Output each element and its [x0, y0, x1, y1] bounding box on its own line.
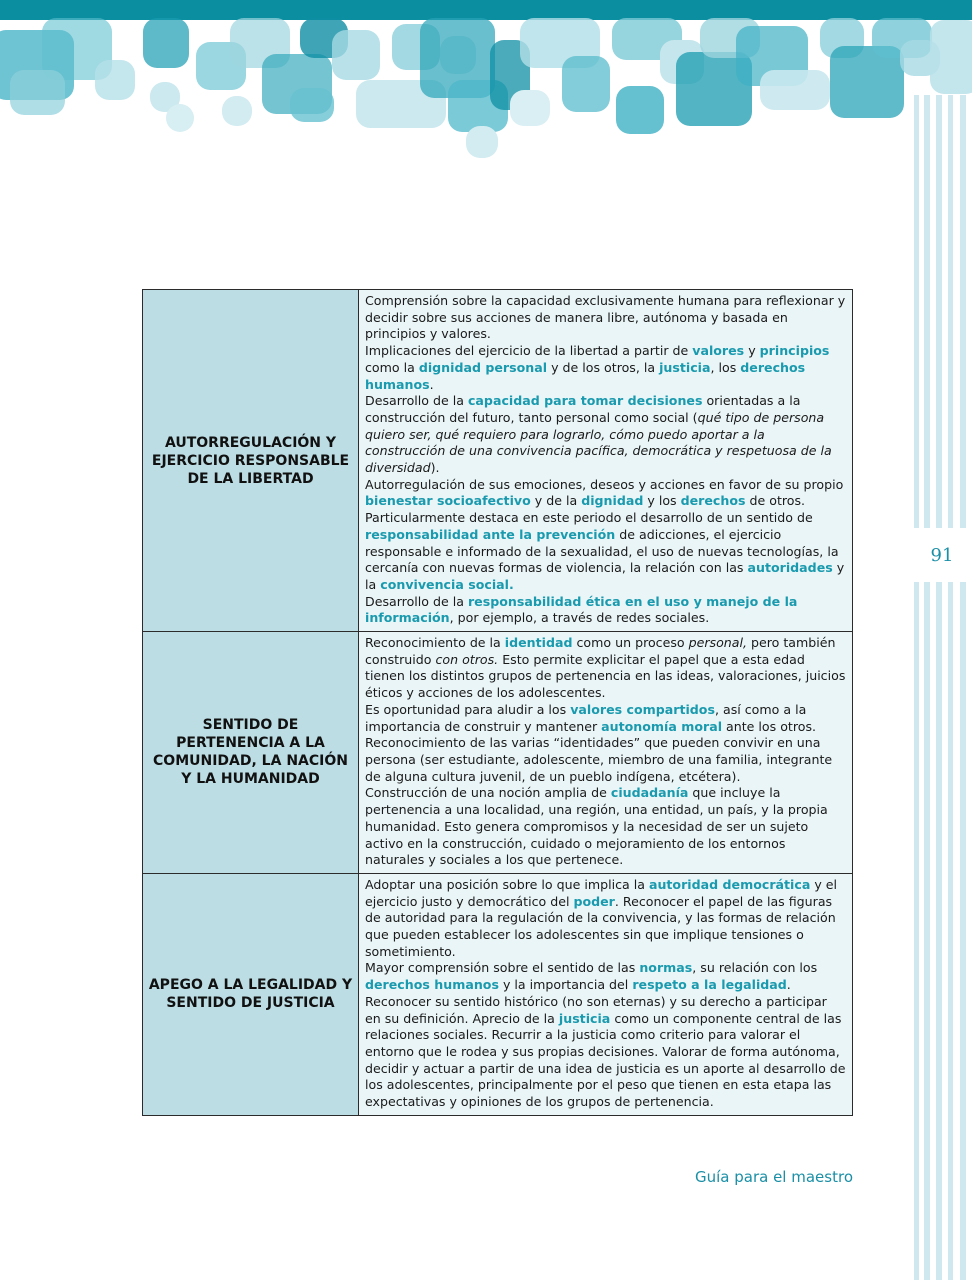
paragraph	[365, 735, 846, 785]
row-heading: AUTORREGULACIÓN Y EJERCICIO RESPONSABLE DE LA LIBERTAD	[143, 290, 359, 632]
header-bar	[0, 0, 972, 20]
text-run: Es oportunidad para aludir a los	[365, 701, 571, 717]
highlight-term: justicia	[659, 359, 711, 375]
highlight-term: responsabilidad ante la prevención	[365, 526, 616, 542]
text-run: Desarrollo de la	[365, 393, 468, 409]
text-run: , los	[710, 359, 741, 375]
text-run: Reconocimiento de la	[365, 635, 505, 651]
text-run: que incluye la pertenencia a una localidad, una región, una entidad, un país, y la propia humanidad. Esto genera compromisos y la necesidad de ser un sujeto activo en la construcción, cuidado o mejoramiento de los entornos naturales y sociales a los que pertenece.	[365, 785, 828, 868]
text-run: Reconocimiento de las varias “identidades” que pueden convivir en una persona (ser estudiante, adolescente, miembro de una familia, integrante de alguna cultura juvenil, de un pueblo indígena, etcétera).	[365, 735, 833, 784]
text-run: ).	[430, 460, 440, 476]
text-run: como un componente central de las relaciones sociales. Recurrir a la justicia como criterio para valorar el entorno que le rodea y sus propias decisiones. Valorar de forma autónoma, decidir y actuar a partir de una idea de justicia es un aporte al desarrollo de los adolescentes, principalmente por el peso que tienen en esta etapa las expectativas y opiniones de los grupos de pertenencia.	[365, 1010, 846, 1110]
text-run: como un proceso	[572, 635, 689, 651]
text-run: Autorregulación de sus emociones, deseos y acciones en favor de su propio	[365, 476, 844, 492]
highlight-term: dignidad	[581, 493, 644, 509]
highlight-term: justicia	[558, 1010, 611, 1026]
text-run: , su relación con los	[692, 960, 818, 976]
text-run: y el ejercicio justo y democrático del	[365, 876, 838, 909]
text-run: . Reconocer su sentido histórico (no son eternas) y su derecho a participar en su definición. Aprecio de la	[365, 977, 827, 1026]
text-run: .	[429, 376, 434, 392]
highlight-term: responsabilidad ética en el uso y manejo de la información	[365, 593, 798, 626]
row-content	[359, 632, 853, 874]
highlight-term: autonomía moral	[601, 718, 723, 734]
highlight-term: derechos	[680, 493, 746, 509]
row-content	[359, 873, 853, 1115]
highlight-term: identidad	[504, 635, 573, 651]
paragraph	[365, 785, 846, 869]
text-run: Desarrollo de la	[365, 593, 468, 609]
paragraph	[365, 702, 846, 735]
highlight-term: respeto a la legalidad	[632, 977, 787, 993]
highlight-term: autoridades	[747, 560, 833, 576]
text-run: de otros. Particularmente destaca en este periodo el desarrollo de un sentido de	[365, 493, 813, 526]
highlight-term: capacidad para tomar decisiones	[467, 393, 703, 409]
highlight-term: poder	[573, 893, 615, 909]
highlight-term: ciudadanía	[610, 785, 689, 801]
paragraph	[365, 877, 846, 961]
row-content	[359, 290, 853, 632]
highlight-term: valores compartidos	[570, 701, 715, 717]
text-run: y de la	[530, 493, 582, 509]
text-run: Adoptar una posición sobre lo que implica la	[365, 876, 649, 892]
text-run: de adicciones, el ejercicio responsable e informado de la sexualidad, el uso de nuevas tecnologías, la cercanía con nuevas formas de violencia, la relación con las	[365, 526, 839, 576]
row-heading: SENTIDO DE PERTENENCIA A LA COMUNIDAD, LA NACIÓN Y LA HUMANIDAD	[143, 632, 359, 874]
text-run: y la importancia del	[498, 977, 633, 993]
paragraph	[365, 635, 846, 702]
highlight-term: convivencia social.	[380, 576, 514, 592]
highlight-term: normas	[639, 960, 693, 976]
paragraph	[365, 960, 846, 1110]
italic-text: qué tipo de persona quiero ser, qué requiero para lograrlo, cómo puedo aportar a la construcción de una convivencia pacífica, democrática y respetuosa de la diversidad	[365, 409, 832, 476]
text-run: Esto permite explicitar el papel que a esta edad tienen los distintos grupos de pertenencia en las ideas, valoraciones, juicios éticos y acciones de los adolescentes.	[365, 651, 846, 701]
text-run: y los	[643, 493, 681, 509]
paragraph	[365, 393, 846, 477]
text-run: . Reconocer el papel de las figuras de autoridad para la regulación de la convivencia, y las formas de relación que pueden establecer los adolescentes sin que implique tensiones o sometimiento.	[365, 893, 836, 959]
text-run: orientadas a la construcción del futuro, tanto personal como social (	[365, 393, 801, 425]
table-row	[143, 290, 853, 632]
paragraph	[365, 477, 846, 594]
highlight-term: bienestar socioafectivo	[365, 493, 531, 509]
footer-title: Guía para el maestro	[694, 1168, 853, 1186]
italic-text: con otros.	[435, 651, 499, 667]
text-run: Mayor comprensión sobre el sentido de las	[365, 960, 640, 976]
paragraph	[365, 343, 846, 393]
text-run: y la	[365, 560, 845, 592]
highlight-term: derechos humanos	[365, 977, 499, 993]
highlight-term: autoridad democrática	[648, 876, 811, 892]
text-run: y de los otros, la	[547, 359, 660, 375]
text-run: , así como a la importancia de construir y mantener	[365, 701, 807, 734]
table-row	[143, 873, 853, 1115]
page-number: 91	[912, 528, 972, 582]
text-run: , por ejemplo, a través de redes sociales.	[449, 610, 710, 626]
highlight-term: principios	[759, 343, 830, 359]
text-run: pero también construido	[365, 635, 836, 667]
text-run: Comprensión sobre la capacidad exclusivamente humana para reflexionar y decidir sobre sus acciones de manera libre, autónoma y basada en principios y valores.	[365, 293, 846, 342]
highlight-term: valores	[692, 343, 745, 359]
header-banner	[0, 0, 972, 170]
italic-text: personal,	[688, 635, 748, 651]
text-run: ante los otros.	[722, 718, 817, 734]
side-stripes	[912, 95, 972, 1280]
text-run: Construcción de una noción amplia de	[365, 785, 611, 801]
highlight-term: dignidad personal	[418, 359, 548, 375]
highlight-term: derechos humanos	[365, 359, 806, 392]
row-heading: APEGO A LA LEGALIDAD Y SENTIDO DE JUSTICIA	[143, 873, 359, 1115]
table-row	[143, 632, 853, 874]
curriculum-table	[142, 289, 853, 1116]
paragraph	[365, 594, 846, 627]
paragraph	[365, 293, 846, 343]
text-run: y	[744, 343, 760, 359]
text-run: Implicaciones del ejercicio de la libertad a partir de	[365, 343, 693, 359]
text-run: como la	[365, 359, 419, 375]
